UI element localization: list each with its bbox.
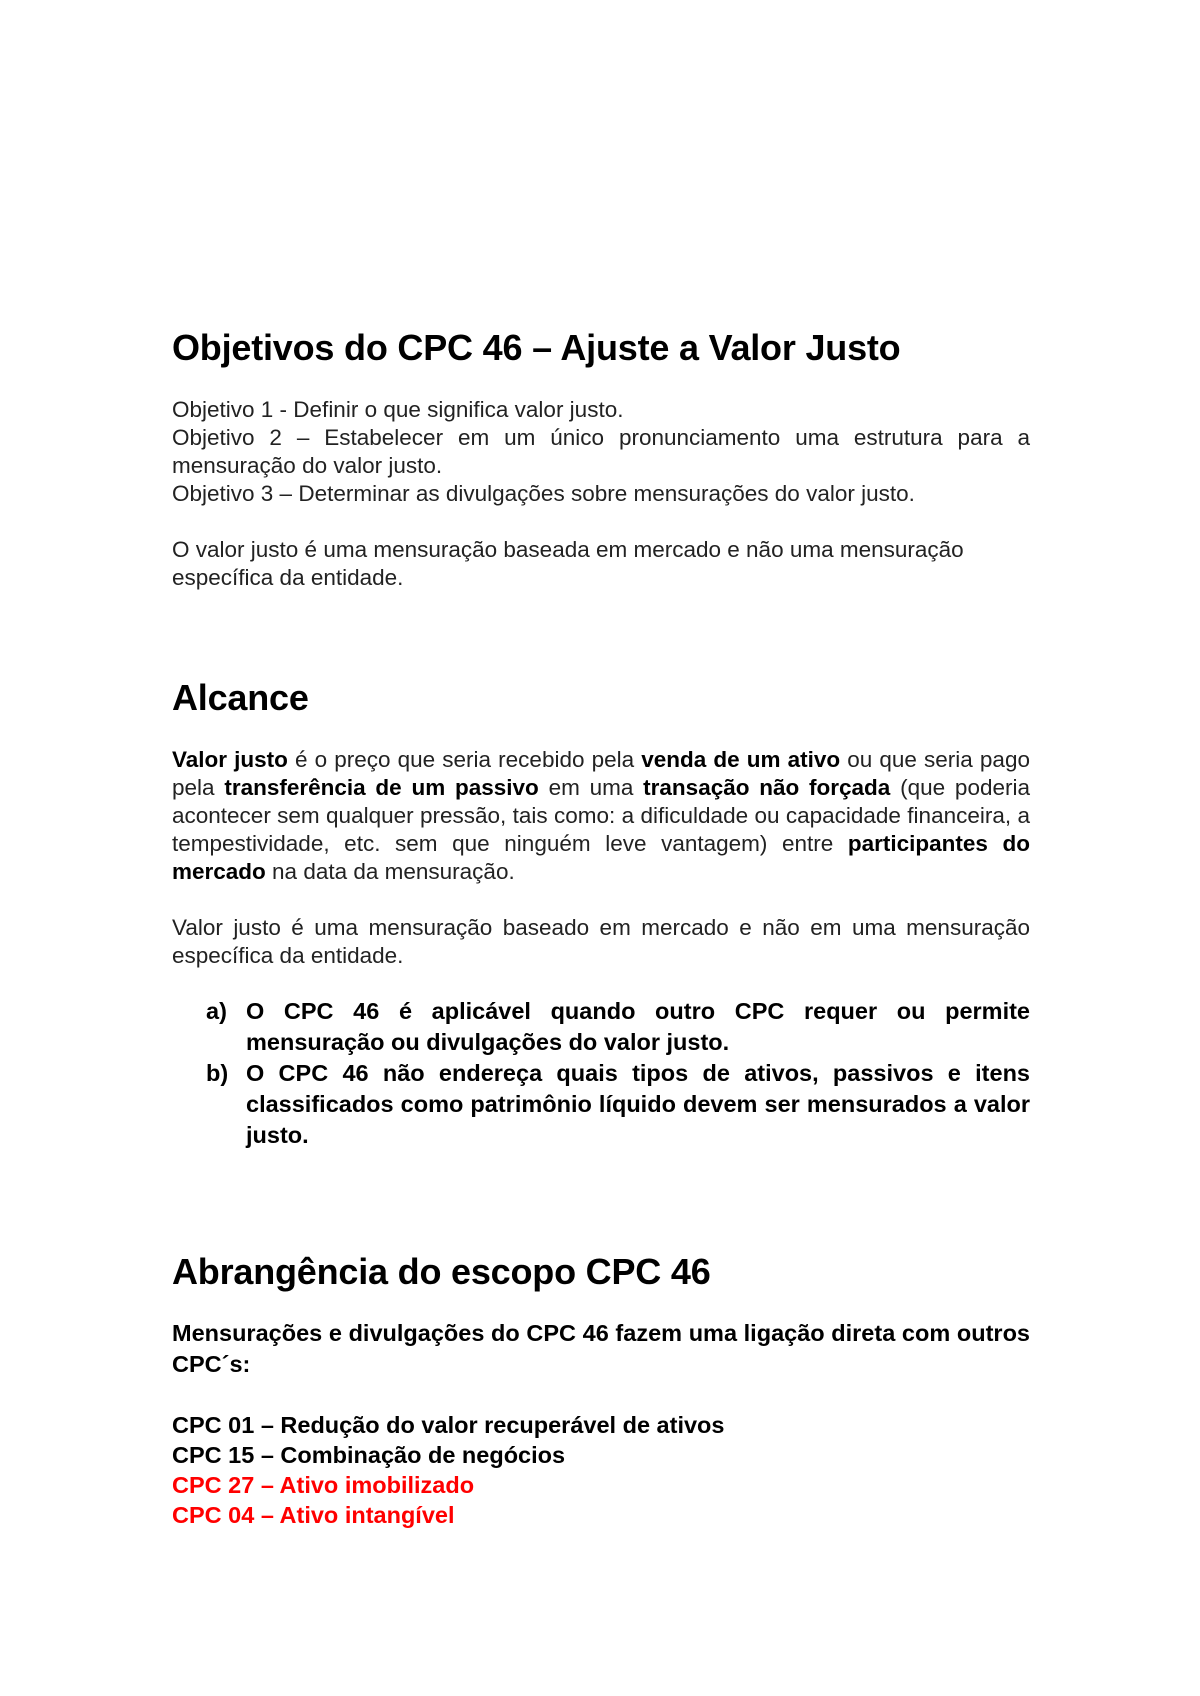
definition-text-2: ou que seria pago pela — [172, 747, 1030, 800]
list-marker: a) — [206, 998, 227, 1024]
list-item — [172, 1058, 1030, 1151]
term-venda-ativo: venda de um ativo — [641, 747, 841, 772]
section-title-abrangencia: Abrangência do escopo CPC 46 — [172, 1251, 711, 1292]
list-item — [172, 996, 1030, 1058]
fair-value-paragraph: O valor justo é uma mensuração baseada em mercado e não uma mensuração específica da entidade. — [172, 537, 964, 590]
fair-value-definition — [172, 746, 1030, 886]
cpc-list — [172, 1410, 1030, 1530]
list-marker: b) — [206, 1060, 229, 1086]
section-title-alcance: Alcance — [172, 677, 309, 718]
definition-text-1: é o preço que seria recebido pela — [287, 747, 642, 772]
cpc-item-04: CPC 04 – Ativo intangível — [172, 1502, 455, 1528]
objective-2: Objetivo 2 – Estabelecer em um único pronunciamento uma estrutura para a mensuração do valor justo. — [172, 425, 1030, 478]
scope-intro: Mensurações e divulgações do CPC 46 fazem uma ligação direta com outros CPC´s: — [172, 1320, 1030, 1377]
cpc-item-01: CPC 01 – Redução do valor recuperável de ativos — [172, 1412, 725, 1438]
objective-3: Objetivo 3 – Determinar as divulgações sobre mensurações do valor justo. — [172, 481, 915, 506]
term-participantes-mercado: participantes do mercado — [172, 831, 1030, 884]
term-transacao-nao-forcada: transação não forçada — [643, 775, 891, 800]
definition-text-4: (que poderia acontecer sem qualquer pressão, tais como: a dificuldade ou capacidade financeira, a tempestividade, etc. sem que ninguém leve vantagem) entre — [172, 775, 1030, 856]
scope-list — [172, 996, 1030, 1151]
objective-1: Objetivo 1 - Definir o que significa valor justo. — [172, 397, 624, 422]
definition-text-5: na data da mensuração. — [265, 859, 515, 884]
list-item-text: O CPC 46 não endereça quais tipos de ativos, passivos e itens classificados como patrimônio líquido devem ser mensurados a valor justo. — [246, 1060, 1030, 1148]
market-based-paragraph: Valor justo é uma mensuração baseado em mercado e não em uma mensuração específica da entidade. — [172, 915, 1030, 968]
term-valor-justo: Valor justo — [172, 747, 288, 772]
cpc-item-27: CPC 27 – Ativo imobilizado — [172, 1472, 475, 1498]
term-transferencia-passivo: transferência de um passivo — [224, 775, 539, 800]
section-title-objetivos: Objetivos do CPC 46 – Ajuste a Valor Justo — [172, 327, 901, 368]
cpc-item-15: CPC 15 – Combinação de negócios — [172, 1442, 566, 1468]
definition-text-3: em uma — [538, 775, 644, 800]
list-item-text: O CPC 46 é aplicável quando outro CPC requer ou permite mensuração ou divulgações do valor justo. — [246, 998, 1030, 1055]
